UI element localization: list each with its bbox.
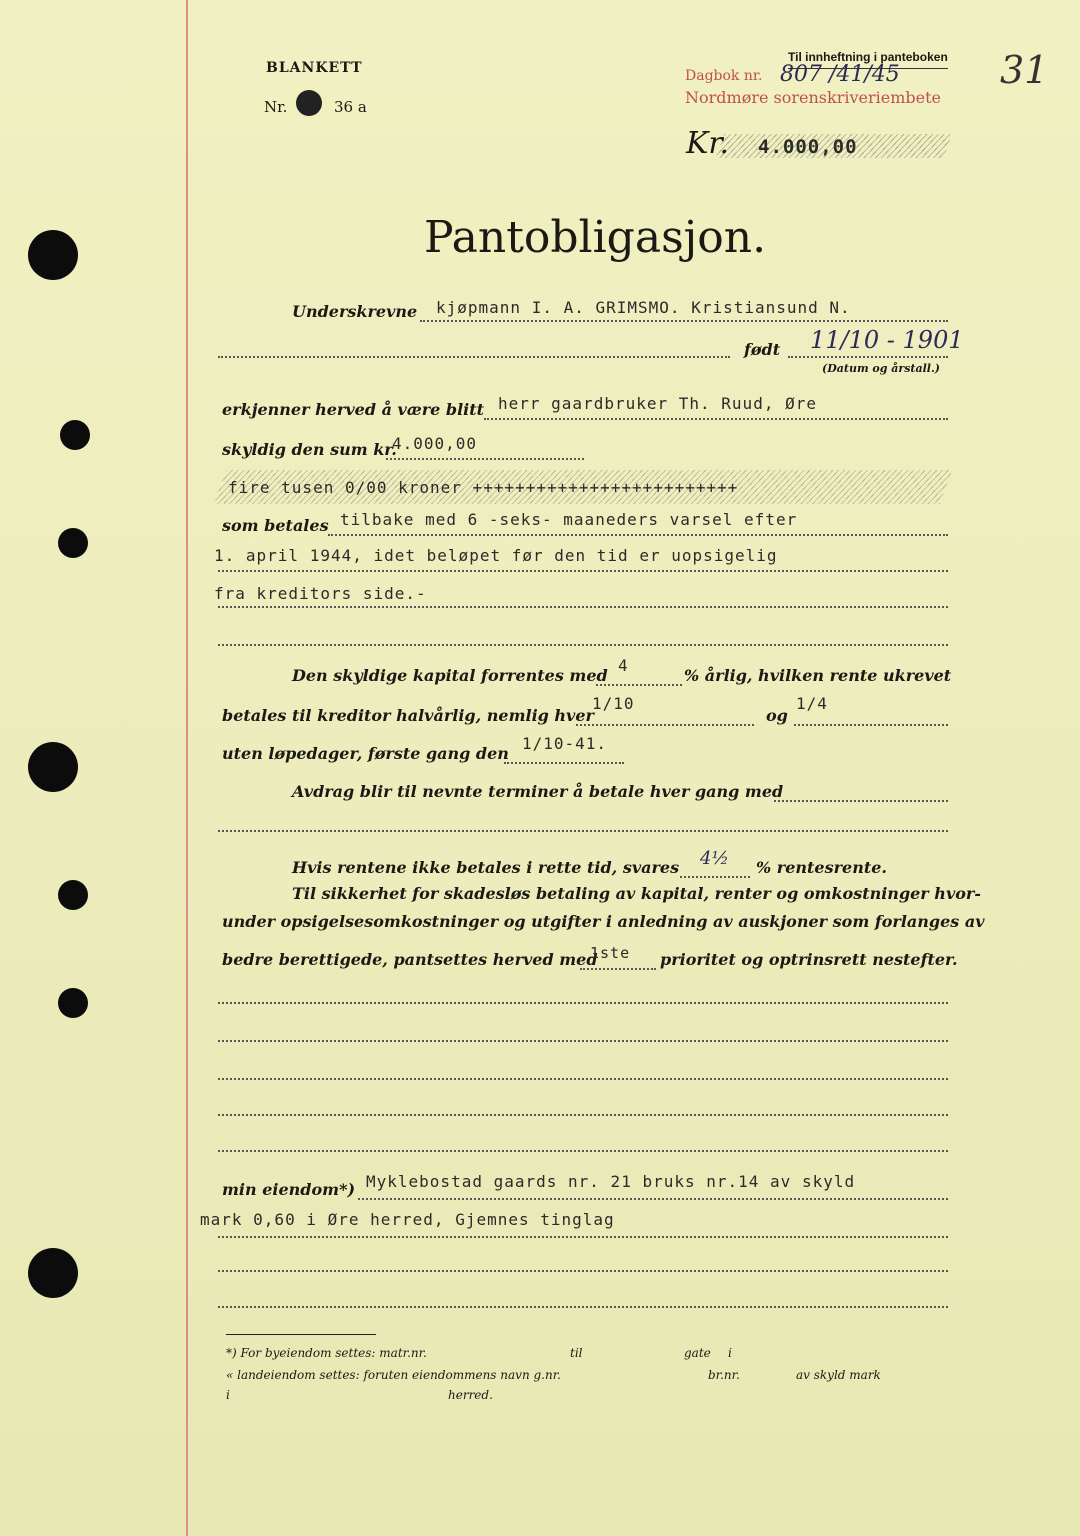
- dotted-line: [218, 1040, 948, 1042]
- dotted-line: [596, 684, 682, 686]
- footnote-line-2a: « landeiendom settes: foruten eiendommens navn g.nr.: [226, 1368, 561, 1382]
- punch-hole: [58, 880, 88, 910]
- erkjenner-value: herr gaardbruker Th. Ruud, Øre: [498, 394, 817, 413]
- underskrevne-label: Underskrevne: [292, 302, 418, 321]
- erkjenner-label: erkjenner herved å være blitt: [222, 400, 485, 419]
- amount-words: fire tusen 0/00 kroner +++++++++++++++++++++++++: [228, 478, 739, 497]
- dotted-line: [484, 418, 948, 420]
- footnote-line-3a: i: [226, 1388, 230, 1402]
- dotted-line: [218, 830, 948, 832]
- dotted-line: [576, 724, 754, 726]
- footnote-rule: [226, 1334, 376, 1335]
- punch-hole: [58, 528, 88, 558]
- fodt-value: 11/10 - 1901: [810, 326, 964, 354]
- underskrevne-value: kjøpmann I. A. GRIMSMO. Kristiansund N.: [436, 298, 851, 317]
- hvis-suffix: % rentesrente.: [756, 858, 887, 877]
- punch-hole: [58, 988, 88, 1018]
- forste-value: 1/10-41.: [522, 734, 608, 753]
- betales-line-3: fra kreditors side.-: [214, 584, 427, 603]
- sikkerhet-line-2: under opsigelsesomkostninger og utgifter i anledning av auskjoner som forlanges av: [222, 912, 985, 931]
- dotted-line: [218, 1002, 948, 1004]
- dotted-line: [218, 644, 948, 646]
- margin-rule: [186, 0, 188, 1536]
- dotted-line: [386, 458, 584, 460]
- eiendom-label: min eiendom*): [222, 1180, 356, 1199]
- dotted-line: [218, 570, 948, 572]
- punch-hole: [28, 1248, 78, 1298]
- footnote-line-1b: til: [570, 1346, 583, 1360]
- footnote-line-2b: br.nr.: [708, 1368, 740, 1382]
- forste-prefix: uten løpedager, første gang den: [222, 744, 509, 763]
- dotted-line: [794, 724, 948, 726]
- punch-hole: [28, 230, 78, 280]
- footnote-line-3b: herred.: [448, 1388, 493, 1402]
- emblem-icon: [296, 90, 322, 116]
- prioritet-value: 1ste: [590, 944, 631, 962]
- kr-amount: 4.000,00: [758, 136, 858, 158]
- skyldig-label: skyldig den sum kr.: [222, 440, 397, 459]
- dotted-line: [218, 1306, 948, 1308]
- dotted-line: [218, 1150, 948, 1152]
- dotted-line: [328, 534, 948, 536]
- footnote-line-1c: gate: [684, 1346, 711, 1360]
- blankett-label: BLANKETT: [266, 60, 363, 76]
- datum-note: (Datum og årstall.): [822, 362, 940, 375]
- dotted-line: [358, 1198, 948, 1200]
- page-number: 31: [1000, 48, 1049, 92]
- dotted-line: [218, 1236, 948, 1238]
- kr-label: Kr.: [686, 126, 729, 161]
- footnote-line-2c: av skyld mark: [796, 1368, 881, 1382]
- dotted-line: [580, 968, 656, 970]
- betales-line-1: tilbake med 6 -seks- maaneders varsel efter: [340, 510, 798, 529]
- dotted-line: [504, 762, 624, 764]
- betales-label: som betales: [222, 516, 329, 535]
- dagbok-label: Dagbok nr.: [685, 68, 763, 84]
- sikkerhet-line-3-suffix: prioritet og optrinsrett nestefter.: [660, 950, 958, 969]
- halvaarlig-date-2: 1/4: [796, 694, 828, 713]
- eiendom-line-1: Myklebostad gaards nr. 21 bruks nr.14 av skyld: [366, 1172, 856, 1191]
- form-number-value: 36 a: [334, 98, 367, 116]
- sikkerhet-line-1: Til sikkerhet for skadesløs betaling av kapital, renter og omkostninger hvor-: [292, 884, 981, 903]
- dotted-line: [680, 876, 750, 878]
- dotted-line: [218, 1078, 948, 1080]
- dotted-line: [218, 1270, 948, 1272]
- punch-hole: [60, 420, 90, 450]
- dotted-line: [788, 356, 948, 358]
- footnote-line-1d: i: [728, 1346, 732, 1360]
- dotted-line: [420, 320, 948, 322]
- og-label: og: [766, 706, 788, 725]
- dotted-line: [774, 800, 948, 802]
- betales-line-2: 1. april 1944, idet beløpet før den tid er uopsigelig: [214, 546, 778, 565]
- dotted-line: [218, 1114, 948, 1116]
- eiendom-line-2: mark 0,60 i Øre herred, Gjemnes tinglag: [200, 1210, 615, 1229]
- dagbok-value: 807 /41/45: [780, 62, 900, 87]
- kapital-suffix: % årlig, hvilken rente ukrevet: [684, 666, 952, 685]
- office-stamp: Nordmøre sorenskriveriembete: [685, 88, 941, 107]
- hvis-prefix: Hvis rentene ikke betales i rette tid, svares: [292, 858, 680, 877]
- halvaarlig-prefix: betales til kreditor halvårlig, nemlig hver: [222, 706, 594, 725]
- sikkerhet-line-3-prefix: bedre berettigede, pantsettes herved med: [222, 950, 598, 969]
- dotted-line: [218, 356, 730, 358]
- binding-note: Til innheftning i panteboken: [788, 50, 948, 64]
- kapital-rate: 4: [618, 656, 629, 675]
- punch-hole: [28, 742, 78, 792]
- hvis-rate: 4½: [700, 848, 729, 869]
- skyldig-value: 4.000,00: [392, 434, 478, 453]
- halvaarlig-date-1: 1/10: [592, 694, 635, 713]
- dotted-line: [218, 606, 948, 608]
- document-title: Pantobligasjon.: [424, 212, 767, 263]
- avdrag-text: Avdrag blir til nevnte terminer å betale hver gang med: [292, 782, 784, 801]
- form-number-label: Nr.: [264, 98, 288, 116]
- fodt-label: født: [744, 340, 781, 359]
- kapital-prefix: Den skyldige kapital forrentes med: [292, 666, 608, 685]
- footnote-line-1a: *) For byeiendom settes: matr.nr.: [226, 1346, 427, 1360]
